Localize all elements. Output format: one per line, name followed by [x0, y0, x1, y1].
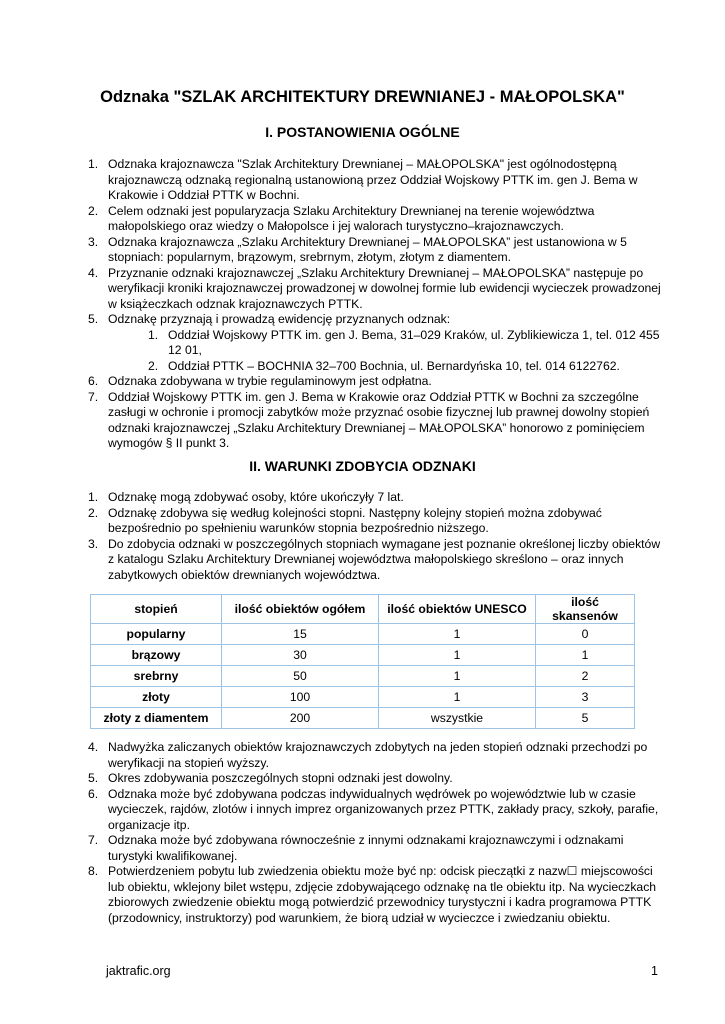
list-item: 7. Odznaka może być zdobywana równocześnie z innymi odznakami krajoznawczymi i odznakami turystyki kwalifikowanej.	[88, 833, 624, 863]
table-cell: 30	[222, 645, 379, 666]
sub-list	[108, 328, 668, 375]
section-2-list-b	[88, 740, 668, 926]
list-item-text: Odznakę przyznają i prowadzą ewidencję przyznanych odznak:	[108, 312, 451, 326]
table-cell: popularny	[91, 624, 222, 645]
list-item-text: Oddział Wojskowy PTTK im. gen J. Bema w Krakowie oraz Oddział PTTK w Bochni za szczególne zasługi w ochronie i promocji zabytków może przyznać osobie fizycznej lub prawnej dowolny stopień odznaki krajoznawczej „Szlaku Architektury Drewnianej – MAŁOPOLSKA” honorowo z pominięciem wymogów § II punkt 3.	[108, 389, 650, 450]
column-header: stopień	[91, 595, 222, 624]
sub-list-item: 2. Oddział PTTK – BOCHNIA 32–700 Bochnia, ul. Bernardyńska 10, tel. 014 6122762.	[148, 358, 620, 373]
list-item: 1. Odznakę mogą zdobywać osoby, które ukończyły 7 lat.	[88, 490, 404, 504]
list-item: 4. Nadwyżka zaliczanych obiektów krajoznawczych zdobytych na jeden stopień odznaki przechodzi po weryfikacji na stopień wyższy.	[88, 740, 648, 770]
list-item-text: Odznaka zdobywana w trybie regulaminowym jest odpłatna.	[108, 374, 432, 388]
list-item: 5. Okres zdobywania poszczególnych stopni odznaki jest dowolny.	[88, 771, 453, 785]
table-cell: 0	[536, 624, 635, 645]
list-item-text: Potwierdzeniem pobytu lub zwiedzenia obiektu może być np: odcisk pieczątki z nazw☐ miejscowości lub obiektu, wklejony bilet wstępu, zdjęcie zdobywającego odznakę na tle obiektu itp. Na wycieczkach zbiorowych zwiedzenie obiektu mogą potwierdzić przewodnicy turystyczni i kadra programowa PTTK (przodownicy, instruktorzy) pod warunkiem, że biorą udział w wycieczce i zwiedzaniu obiektu.	[108, 864, 657, 925]
list-item: 8. Potwierdzeniem pobytu lub zwiedzenia obiektu może być np: odcisk pieczątki z nazw☐ miejscowości lub obiektu, wklejony bilet wstępu, zdjęcie zdobywającego odznakę na tle obiektu itp. Na wycieczkach zbiorowych zwiedzenie obiektu mogą potwierdzić przewodnicy turystyczni i kadra programowa PTTK (przodownicy, instruktorzy) pod warunkiem, że biorą udział w wycieczce i zwiedzaniu obiektu.	[88, 864, 657, 925]
table-cell: 1	[536, 645, 635, 666]
column-header: ilość skansenów	[536, 595, 635, 624]
table-cell: 15	[222, 624, 379, 645]
table-cell: 1	[379, 645, 536, 666]
list-item: 7. Oddział Wojskowy PTTK im. gen J. Bema w Krakowie oraz Oddział PTTK w Bochni za szczególne zasługi w ochronie i promocji zabytków może przyznać osobie fizycznej lub prawnej dowolny stopień odznaki krajoznawczej „Szlaku Architektury Drewnianej – MAŁOPOLSKA” honorowo z pominięciem wymogów § II punkt 3.	[88, 389, 650, 450]
table-row	[91, 624, 635, 645]
list-item-text: Odznakę zdobywa się według kolejności stopni. Następny kolejny stopień można zdobywać bezpośrednio po spełnieniu warunków stopnia bezpośrednio niższego.	[108, 505, 602, 535]
list-item-text: Do zdobycia odznaki w poszczególnych stopniach wymagane jest poznanie określonej liczby obiektów z katalogu Szlaku Architektury Drewnianej województwa małopolskiego skreślono – oraz innych zabytkowych obiektów drewnianych województwa.	[108, 536, 661, 582]
table-cell: 5	[536, 708, 635, 729]
table-cell: 100	[222, 687, 379, 708]
list-item-text: Odznakę mogą zdobywać osoby, które ukończyły 7 lat.	[108, 490, 404, 504]
sub-list-item: 1. Oddział Wojskowy PTTK im. gen J. Bema, 31–029 Kraków, ul. Zyblikiewicza 1, tel. 012 455 12 01,	[148, 327, 660, 357]
list-item-text: Odznaka krajoznawcza „Szlaku Architektury Drewnianej – MAŁOPOLSKA” jest ustanowiona w 5 stopniach: popularnym, brązowym, srebrnym, złotym, złotym z diamentem.	[108, 234, 627, 264]
table-cell: 3	[536, 687, 635, 708]
column-header: ilość obiektów UNESCO	[379, 595, 536, 624]
table-cell: 50	[222, 666, 379, 687]
list-item-text: Celem odznaki jest popularyzacja Szlaku Architektury Drewnianej na terenie województwa małopolskiego oraz wiedzy o Małopolsce i jej walorach turystyczno–krajoznawczych.	[108, 203, 595, 233]
list-item-text: Odznaka może być zdobywana podczas indywidualnych wędrówek po województwie lub w czasie wycieczek, rajdów, zlotów i innych imprez organizowanych przez PTTK, zakłady pracy, szkoły, parafie, organizacje itp.	[108, 786, 659, 832]
table-row	[91, 708, 635, 729]
page-number: 1	[651, 964, 658, 978]
list-item-text: Okres zdobywania poszczególnych stopni odznaki jest dowolny.	[108, 771, 453, 785]
list-item: 4. Przyznanie odznaki krajoznawczej „Szlaku Architektury Drewnianej – MAŁOPOLSKA” następuje po weryfikacji kroniki krajoznawczej prowadzonej w dowolnej formie lub ewidencji wycieczek prowadzonej w książeczkach odznak krajoznawczych PTTK.	[88, 265, 661, 311]
table-cell: złoty z diamentem	[91, 708, 222, 729]
table-row	[91, 666, 635, 687]
list-item: 2. Celem odznaki jest popularyzacja Szlaku Architektury Drewnianej na terenie województwa małopolskiego oraz wiedzy o Małopolsce i jej walorach turystyczno–krajoznawczych.	[88, 203, 595, 233]
list-item: 6. Odznaka może być zdobywana podczas indywidualnych wędrówek po województwie lub w czasie wycieczek, rajdów, zlotów i innych imprez organizowanych przez PTTK, zakłady pracy, szkoły, parafie, organizacje itp.	[88, 786, 659, 832]
section-2-heading: II. WARUNKI ZDOBYCIA ODZNAKI	[249, 458, 476, 474]
list-item: 1. Odznaka krajoznawcza "Szlak Architektury Drewnianej – MAŁOPOLSKA" jest ogólnodostępną krajoznawczą odznaką regionalną ustanowioną przez Oddział Wojskowy PTTK im. gen J. Bema w Krakowie i Oddział PTTK w Bochni.	[88, 157, 638, 202]
section-1-list	[88, 157, 668, 452]
list-item-text: Nadwyżka zaliczanych obiektów krajoznawczych zdobytych na jeden stopień odznaki przechodzi po weryfikacji na stopień wyższy.	[108, 740, 648, 770]
list-item: 2. Odznakę zdobywa się według kolejności stopni. Następny kolejny stopień można zdobywać bezpośrednio po spełnieniu warunków stopnia bezpośrednio niższego.	[88, 505, 602, 535]
list-item-text: Odznaka krajoznawcza "Szlak Architektury Drewnianej – MAŁOPOLSKA" jest ogólnodostępną krajoznawczą odznaką regionalną ustanowioną przez Oddział Wojskowy PTTK im. gen J. Bema w Krakowie i Oddział PTTK w Bochni.	[108, 157, 638, 202]
table-cell: złoty	[91, 687, 222, 708]
table-row	[91, 687, 635, 708]
table-cell: brązowy	[91, 645, 222, 666]
requirements-table	[90, 594, 635, 729]
sub-list-item-text: Oddział Wojskowy PTTK im. gen J. Bema, 31–029 Kraków, ul. Zyblikiewicza 1, tel. 012 455 12 01,	[168, 327, 660, 357]
list-item-text: Odznaka może być zdobywana równocześnie z innymi odznakami krajoznawczymi i odznakami turystyki kwalifikowanej.	[108, 833, 624, 863]
footer-site: jaktrafic.org	[106, 964, 171, 978]
list-item: 3. Odznaka krajoznawcza „Szlaku Architektury Drewnianej – MAŁOPOLSKA” jest ustanowiona w 5 stopniach: popularnym, brązowym, srebrnym, złotym, złotym z diamentem.	[88, 234, 627, 264]
sub-list-item-text: Oddział PTTK – BOCHNIA 32–700 Bochnia, ul. Bernardyńska 10, tel. 014 6122762.	[168, 358, 620, 373]
list-item: 5. Odznakę przyznają i prowadzą ewidencję przyznanych odznak: 1. Oddział Wojskowy PTTK im. gen J. Bema, 31–029 Kraków, ul. Zyblikiewicza 1, tel. 012 455 12 01, 2. Oddział PTTK – BOCHNIA 32–700 Bochnia, ul. Bernardyńska 10, tel. 014 6122762.	[88, 312, 668, 374]
document-title: Odznaka "SZLAK ARCHITEKTURY DREWNIANEJ - MAŁOPOLSKA"	[100, 88, 625, 106]
table-cell: 1	[379, 624, 536, 645]
list-item: 3. Do zdobycia odznaki w poszczególnych stopniach wymagane jest poznanie określonej liczby obiektów z katalogu Szlaku Architektury Drewnianej województwa małopolskiego skreślono – oraz innych zabytkowych obiektów drewnianych województwa.	[88, 536, 661, 582]
section-2-list-a	[88, 490, 668, 583]
section-1-heading: I. POSTANOWIENIA OGÓLNE	[265, 124, 460, 140]
table-cell: 2	[536, 666, 635, 687]
table-cell: 1	[379, 687, 536, 708]
table-row	[91, 645, 635, 666]
table-cell: wszystkie	[379, 708, 536, 729]
list-item-text: Przyznanie odznaki krajoznawczej „Szlaku Architektury Drewnianej – MAŁOPOLSKA” następuje po weryfikacji kroniki krajoznawczej prowadzonej w dowolnej formie lub ewidencji wycieczek prowadzonej w książeczkach odznak krajoznawczych PTTK.	[108, 265, 661, 311]
column-header: ilość obiektów ogółem	[222, 595, 379, 624]
table-cell: 1	[379, 666, 536, 687]
table-header-row	[91, 595, 635, 624]
table-cell: srebrny	[91, 666, 222, 687]
list-item: 6. Odznaka zdobywana w trybie regulaminowym jest odpłatna.	[88, 374, 432, 388]
table-cell: 200	[222, 708, 379, 729]
